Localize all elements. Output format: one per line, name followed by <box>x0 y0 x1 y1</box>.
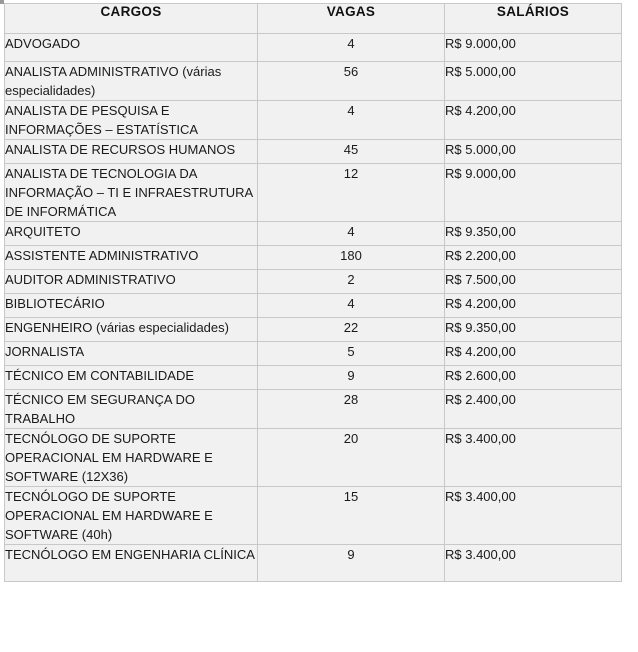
cell-salario: R$ 9.350,00 <box>445 222 622 246</box>
cell-cargo: ANALISTA DE RECURSOS HUMANOS <box>5 140 258 164</box>
vacancy-table <box>4 3 622 582</box>
cell-cargo: AUDITOR ADMINISTRATIVO <box>5 270 258 294</box>
cell-vagas: 56 <box>258 62 445 101</box>
cell-vagas: 15 <box>258 487 445 545</box>
table-row <box>5 246 622 270</box>
cell-vagas: 4 <box>258 222 445 246</box>
cell-cargo: TÉCNICO EM CONTABILIDADE <box>5 366 258 390</box>
cell-vagas: 9 <box>258 545 445 582</box>
table-row <box>5 294 622 318</box>
cell-cargo: TÉCNICO EM SEGURANÇA DO TRABALHO <box>5 390 258 429</box>
table-row <box>5 318 622 342</box>
cell-cargo: JORNALISTA <box>5 342 258 366</box>
cell-cargo: TECNÓLOGO DE SUPORTE OPERACIONAL EM HARDWARE E SOFTWARE (12X36) <box>5 429 258 487</box>
cell-salario: R$ 4.200,00 <box>445 342 622 366</box>
cell-cargo: ARQUITETO <box>5 222 258 246</box>
vacancy-table-container <box>4 3 621 582</box>
cell-salario: R$ 4.200,00 <box>445 294 622 318</box>
cell-cargo: ADVOGADO <box>5 34 258 62</box>
table-row <box>5 487 622 545</box>
table-row <box>5 342 622 366</box>
table-row <box>5 270 622 294</box>
cell-cargo: ANALISTA DE TECNOLOGIA DA INFORMAÇÃO – TI E INFRAESTRUTURA DE INFORMÁTICA <box>5 164 258 222</box>
cell-salario: R$ 9.000,00 <box>445 34 622 62</box>
cell-salario: R$ 4.200,00 <box>445 101 622 140</box>
cell-vagas: 4 <box>258 101 445 140</box>
table-row <box>5 366 622 390</box>
cell-vagas: 4 <box>258 294 445 318</box>
cell-vagas: 2 <box>258 270 445 294</box>
cell-salario: R$ 9.350,00 <box>445 318 622 342</box>
column-header-cargos: CARGOS <box>5 4 258 34</box>
cell-cargo: TECNÓLOGO DE SUPORTE OPERACIONAL EM HARDWARE E SOFTWARE (40h) <box>5 487 258 545</box>
table-row <box>5 101 622 140</box>
cell-salario: R$ 9.000,00 <box>445 164 622 222</box>
cell-vagas: 9 <box>258 366 445 390</box>
table-row <box>5 164 622 222</box>
cell-vagas: 5 <box>258 342 445 366</box>
cell-vagas: 12 <box>258 164 445 222</box>
cell-salario: R$ 2.400,00 <box>445 390 622 429</box>
cell-salario: R$ 3.400,00 <box>445 545 622 582</box>
table-row <box>5 429 622 487</box>
cell-vagas: 180 <box>258 246 445 270</box>
table-header-row <box>5 4 622 34</box>
table-row <box>5 62 622 101</box>
cell-vagas: 22 <box>258 318 445 342</box>
column-header-salarios: SALÁRIOS <box>445 4 622 34</box>
cell-cargo: TECNÓLOGO EM ENGENHARIA CLÍNICA <box>5 545 258 582</box>
table-row <box>5 34 622 62</box>
cell-salario: R$ 3.400,00 <box>445 487 622 545</box>
cell-cargo: ASSISTENTE ADMINISTRATIVO <box>5 246 258 270</box>
cell-salario: R$ 7.500,00 <box>445 270 622 294</box>
table-row <box>5 545 622 582</box>
cell-cargo: ANALISTA ADMINISTRATIVO (várias especialidades) <box>5 62 258 101</box>
cell-vagas: 20 <box>258 429 445 487</box>
table-row <box>5 140 622 164</box>
cell-salario: R$ 2.600,00 <box>445 366 622 390</box>
table-body <box>5 34 622 582</box>
cell-salario: R$ 2.200,00 <box>445 246 622 270</box>
cell-vagas: 28 <box>258 390 445 429</box>
cell-vagas: 4 <box>258 34 445 62</box>
cell-salario: R$ 5.000,00 <box>445 140 622 164</box>
cell-vagas: 45 <box>258 140 445 164</box>
cell-salario: R$ 5.000,00 <box>445 62 622 101</box>
cell-salario: R$ 3.400,00 <box>445 429 622 487</box>
cell-cargo: BIBLIOTECÁRIO <box>5 294 258 318</box>
cell-cargo: ANALISTA DE PESQUISA E INFORMAÇÕES – ESTATÍSTICA <box>5 101 258 140</box>
column-header-vagas: VAGAS <box>258 4 445 34</box>
table-row <box>5 390 622 429</box>
table-row <box>5 222 622 246</box>
table-header <box>5 4 622 34</box>
cell-cargo: ENGENHEIRO (várias especialidades) <box>5 318 258 342</box>
